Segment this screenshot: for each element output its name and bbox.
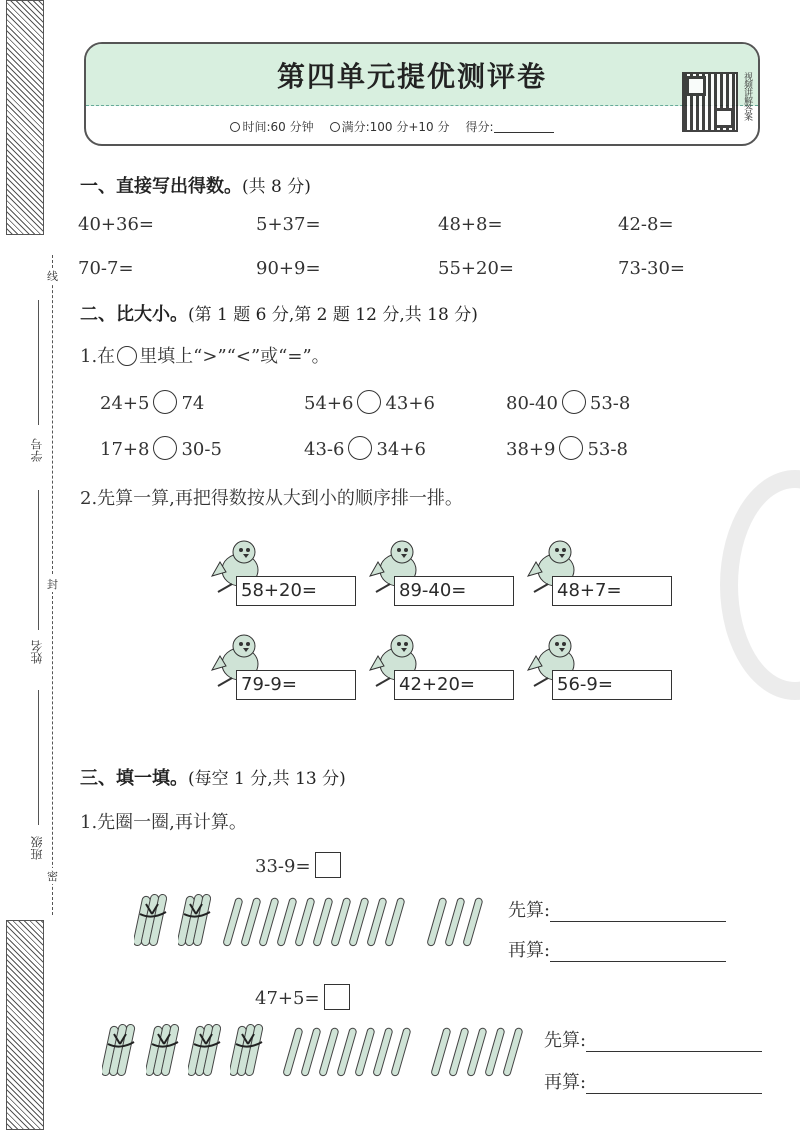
- bird-card: [526, 536, 676, 606]
- calc-item: 5+37=: [256, 214, 321, 235]
- compare-circle[interactable]: [153, 390, 177, 414]
- class-label: 班级: [30, 836, 44, 860]
- stick: [426, 897, 447, 947]
- stick: [430, 1027, 451, 1077]
- section1-title: 一、直接写出得数。(共 8 分): [80, 176, 311, 197]
- stick-bundle-icon: [178, 890, 214, 950]
- section3-title: 三、填一填。(每空 1 分,共 13 分): [80, 768, 346, 789]
- stick: [258, 897, 279, 947]
- qr-caption: 视频讲解答案: [742, 72, 752, 120]
- calc-item: 70-7=: [78, 258, 134, 279]
- bird-equation-box[interactable]: 79-9=: [236, 670, 356, 700]
- compare-circle[interactable]: [153, 436, 177, 460]
- binding-mark-seal: 封: [47, 578, 58, 591]
- calc-item: 40+36=: [78, 214, 154, 235]
- compare-item: 24+5 74: [100, 390, 204, 414]
- first-step-field[interactable]: 先算:: [508, 896, 726, 922]
- compare-circle[interactable]: [559, 436, 583, 460]
- student-no-line: [38, 300, 39, 425]
- stick: [466, 1027, 487, 1077]
- stick: [366, 897, 387, 947]
- stick-bundle-icon: [188, 1020, 224, 1080]
- compare-circle[interactable]: [357, 390, 381, 414]
- stick: [462, 897, 483, 947]
- stick: [318, 1027, 339, 1077]
- calc-item: 73-30=: [618, 258, 685, 279]
- stick-bundle-icon: [230, 1020, 266, 1080]
- compare-item: 38+9 53-8: [506, 436, 628, 460]
- stick: [240, 897, 261, 947]
- bird-card: [368, 630, 518, 700]
- time-info: 时间:60 分钟: [230, 118, 313, 135]
- circle-icon: [117, 346, 137, 366]
- stick: [312, 897, 333, 947]
- header-title-band: [86, 44, 758, 106]
- section2-q1: 1.在 里填上“>”“<”或“=”。: [80, 346, 330, 367]
- stick-bundle-icon: [146, 1020, 182, 1080]
- stick: [484, 1027, 505, 1077]
- full-score-info: 满分:100 分+10 分: [330, 118, 450, 135]
- stick: [300, 1027, 321, 1077]
- stick: [502, 1027, 523, 1077]
- compare-item: 80-40 53-8: [506, 390, 630, 414]
- stick: [354, 1027, 375, 1077]
- binding-mark-secret: 密: [47, 870, 58, 883]
- name-label: 姓名: [30, 640, 44, 664]
- score-field[interactable]: 得分:: [466, 118, 554, 135]
- stick: [282, 1027, 303, 1077]
- stick: [294, 897, 315, 947]
- page-title: 第四单元提优测评卷: [276, 59, 547, 93]
- qr-code[interactable]: [682, 72, 738, 132]
- binding-hatch-top: [6, 0, 44, 235]
- section3-q1: 1.先圈一圈,再计算。: [80, 812, 247, 833]
- answer-box[interactable]: [324, 984, 350, 1010]
- equation-1: 33-9=: [255, 852, 341, 878]
- bird-equation-box[interactable]: 89-40=: [394, 576, 514, 606]
- bird-card: [210, 536, 360, 606]
- watermark-seal: [720, 470, 800, 700]
- bird-equation-box[interactable]: 58+20=: [236, 576, 356, 606]
- stick-bundle-icon: [102, 1020, 138, 1080]
- stick: [276, 897, 297, 947]
- binding-mark-line: 线: [47, 270, 58, 283]
- stick: [448, 1027, 469, 1077]
- bird-card: [368, 536, 518, 606]
- compare-item: 17+8 30-5: [100, 436, 222, 460]
- class-line: [38, 690, 39, 825]
- section2-title: 二、比大小。(第 1 题 6 分,第 2 题 12 分,共 18 分): [80, 304, 478, 325]
- stick: [348, 897, 369, 947]
- bird-equation-box[interactable]: 48+7=: [552, 576, 672, 606]
- stick: [444, 897, 465, 947]
- stick: [372, 1027, 393, 1077]
- calc-item: 55+20=: [438, 258, 514, 279]
- binding-hatch-bottom: [6, 920, 44, 1130]
- first-step-field[interactable]: 先算:: [544, 1026, 762, 1052]
- stick: [222, 897, 243, 947]
- calc-item: 42-8=: [618, 214, 674, 235]
- stick: [384, 897, 405, 947]
- stick: [390, 1027, 411, 1077]
- name-line: [38, 490, 39, 630]
- check-icon: [330, 122, 340, 132]
- stick: [330, 897, 351, 947]
- second-step-field[interactable]: 再算:: [544, 1068, 762, 1094]
- second-step-field[interactable]: 再算:: [508, 936, 726, 962]
- compare-circle[interactable]: [348, 436, 372, 460]
- clock-icon: [230, 122, 240, 132]
- student-no-label: 学号: [30, 438, 44, 462]
- stick-bundle-icon: [134, 890, 170, 950]
- answer-box[interactable]: [315, 852, 341, 878]
- header-info-bar: [86, 106, 758, 146]
- bird-equation-box[interactable]: 42+20=: [394, 670, 514, 700]
- compare-item: 54+6 43+6: [304, 390, 435, 414]
- compare-item: 43-6 34+6: [304, 436, 426, 460]
- equation-2: 47+5=: [255, 984, 350, 1010]
- stick: [336, 1027, 357, 1077]
- exam-header: [84, 42, 760, 146]
- calc-item: 48+8=: [438, 214, 503, 235]
- section2-q2: 2.先算一算,再把得数按从大到小的顺序排一排。: [80, 488, 463, 509]
- bird-card: [526, 630, 676, 700]
- calc-item: 90+9=: [256, 258, 321, 279]
- bird-equation-box[interactable]: 56-9=: [552, 670, 672, 700]
- bird-card: [210, 630, 360, 700]
- compare-circle[interactable]: [562, 390, 586, 414]
